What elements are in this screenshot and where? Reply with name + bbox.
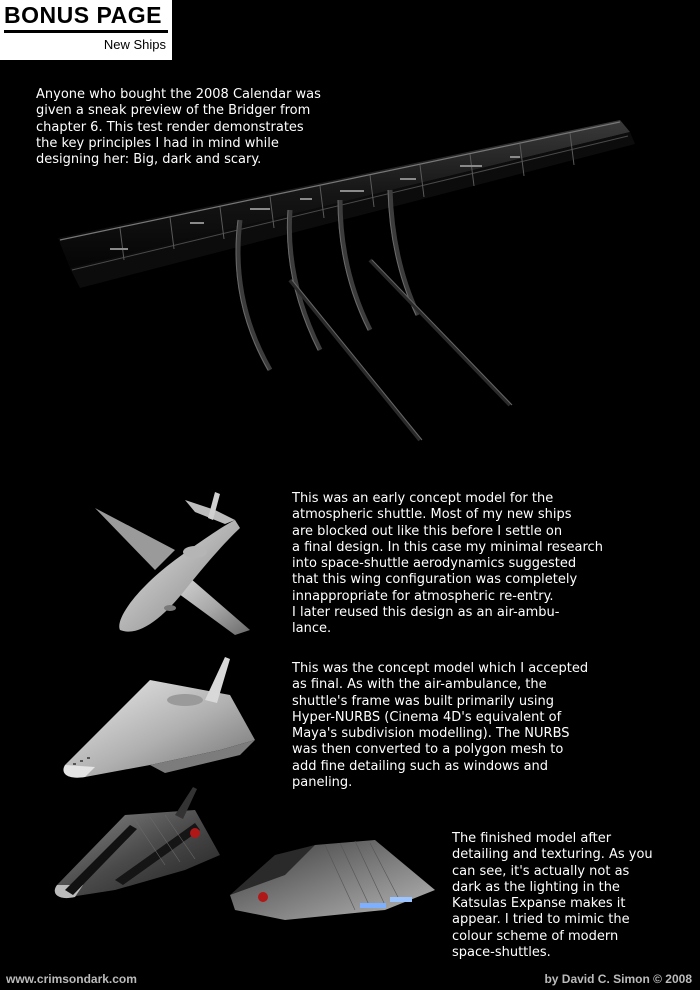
caption-final-concept: This was the concept model which I accepted as final. As with the air-ambulance, the shuttle's frame was built primarily using Hyper-NURBS (Cinema 4D's equivalent of Maya's subdivision modelling). The NURBS was then converted to a polygon mesh to add fine detailing such as windows and paneling. — [292, 661, 589, 791]
bridger-ship-render — [40, 110, 650, 470]
page-title: BONUS PAGE — [4, 2, 162, 28]
final-concept-shuttle-render — [55, 655, 280, 785]
page-header — [0, 0, 172, 60]
page-subtitle: New Ships — [103, 37, 166, 52]
caption-early-concept: This was an early concept model for the atmospheric shuttle. Most of my new ships are blocked out like this before I settle on a final design. In this case my minimal research into space-shuttle aerodynamics suggested that this wing configuration was completely innappropriate for atmospheric re-entry. I later reused this design as an air-ambu- lance. — [292, 491, 603, 637]
finished-shuttle-render-front — [45, 785, 225, 910]
caption-finished-model: The finished model after detailing and texturing. As you can see, it's actually not as dark as the lighting in the Katsulas Expanse makes it appear. I tried to mimic the colour scheme of modern space-shuttles. — [452, 831, 653, 961]
footer-website-link[interactable]: www.crimsondark.com — [6, 972, 137, 986]
finished-shuttle-render-rear — [225, 835, 445, 930]
caption-bridger: Anyone who bought the 2008 Calendar was given a sneak preview of the Bridger from chapter 6. This test render demonstrates the key principles I had in mind while designing her: Big, dark and scary. — [36, 87, 321, 168]
early-concept-shuttle-render — [75, 480, 275, 640]
header-divider — [4, 30, 168, 33]
footer-credit: by David C. Simon © 2008 — [544, 972, 692, 986]
